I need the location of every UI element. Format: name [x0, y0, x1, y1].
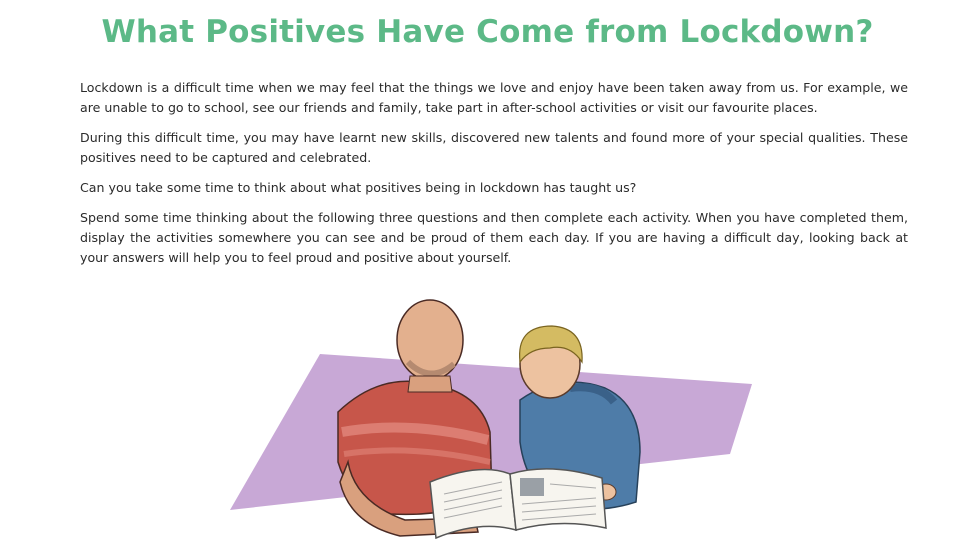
- intro-text: [80, 78, 908, 278]
- book-icon: [430, 469, 606, 538]
- page-title: What Positives Have Come from Lockdown?: [101, 14, 874, 50]
- paragraph-3: Can you take some time to think about what positives being in lockdown has taught us?: [80, 180, 637, 195]
- paragraph-2: During this difficult time, you may have learnt new skills, discovered new talents and found more of your special qualities. These positives need to be captured and celebrated.: [80, 130, 908, 165]
- paragraph-1: Lockdown is a difficult time when we may feel that the things we love and enjoy have been taken away from us. For example, we are unable to go to school, see our friends and family, take part in after-school activities or visit our favourite places.: [80, 80, 908, 115]
- paragraph-4: Spend some time thinking about the following three questions and then complete each activity. When you have completed them, display the activities somewhere you can see and be proud of them each day. If you are having a difficult day, looking back at your answers will help you to feel proud and positive about yourself.: [80, 210, 908, 265]
- man-and-boy-reading-book-illustration: [230, 292, 760, 546]
